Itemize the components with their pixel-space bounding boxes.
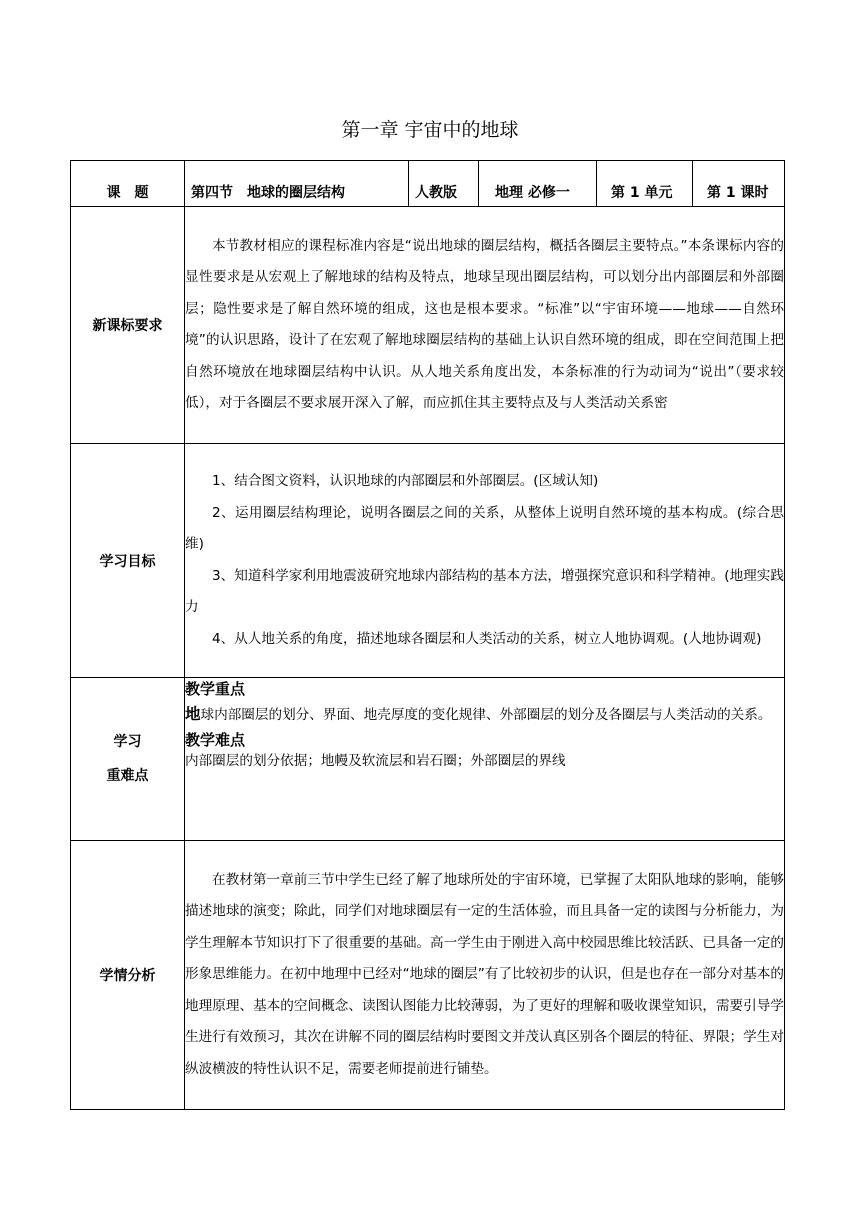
key-points-cell	[185, 678, 785, 841]
difficulty-title: 教学难点	[185, 731, 246, 749]
goals-cell	[185, 444, 785, 678]
goal-item: 3、知道科学家利用地震波研究地球内部结构的基本方法，增强探究意识和科学精神。(地理实践力	[185, 567, 784, 615]
analysis-row	[71, 841, 785, 1110]
key-points-label-line1: 学习	[113, 734, 142, 750]
chapter-title: 第一章 宇宙中的地球	[341, 119, 519, 141]
focus-title: 教学重点	[185, 680, 246, 698]
standards-row	[71, 207, 785, 444]
publisher: 人教版	[409, 161, 479, 207]
focus-paragraph	[185, 700, 784, 729]
focus-text: 球内部圈层的划分、界面、地壳厚度的变化规律、外部圈层的划分及各圈层与人类活动的关系。	[200, 707, 772, 723]
goal-item: 4、从人地关系的角度，描述地球各圈层和人类活动的关系，树立人地协调观。(人地协调观)	[212, 630, 762, 647]
key-points-row	[71, 678, 785, 841]
lesson-title: 第四节 地球的圈层结构	[185, 161, 409, 207]
key-points-label-line2: 重难点	[106, 768, 149, 784]
subject: 地理 必修一	[479, 161, 597, 207]
focus-first-char: 地	[185, 705, 201, 723]
analysis-text: 在教材第一章前三节中学生已经了解了地球所处的宇宙环境，已掌握了太阳队地球的影响，能够描述地球的演变；除此，同学们对地球圈层有一定的生活体验，而且具备一定的读图与分析能力，为学生理解本节知识打下了很重要的基础。高一学生由于刚进入高中校园思维比较活跃、已具备一定的形象思维能力。在初中地理中已经对“地球的圈层”有了比较初步的认识，但是也存在一部分对基本的地理原理、基本的空间概念、读图认图能力比较薄弱，为了更好的理解和吸收课堂知识，需要引导学生进行有效预习，其次在讲解不同的圈层结构时要图文并茂认真区别各个圈层的特征、界限；学生对纵波横波的特性认识不足，需要老师提前进行铺垫。	[185, 871, 784, 1077]
topic-label: 课 题	[71, 161, 185, 207]
goal-item: 2、运用圈层结构理论，说明各圈层之间的关系，从整体上说明自然环境的基本构成。(综合思维)	[185, 504, 784, 552]
period: 第 1 课时	[693, 161, 785, 207]
goals-label: 学习目标	[71, 444, 185, 678]
header-row	[71, 161, 785, 207]
difficulty-text: 内部圈层的划分依据；地幔及软流层和岩石圈；外部圈层的界线	[185, 753, 566, 769]
lesson-plan-table	[70, 160, 785, 1110]
standards-cell	[185, 207, 785, 444]
analysis-label: 学情分析	[71, 841, 185, 1110]
standards-label: 新课标要求	[71, 207, 185, 444]
key-points-label	[71, 678, 185, 841]
goals-row	[71, 444, 785, 678]
goal-item: 1、结合图文资料，认识地球的内部圈层和外部圈层。(区域认知)	[212, 473, 599, 489]
unit: 第 1 单元	[597, 161, 693, 207]
analysis-cell	[185, 841, 785, 1110]
standards-text: 本节教材相应的课程标准内容是“说出地球的圈层结构，概括各圈层主要特点。”本条课标内容的显性要求是从宏观上了解地球的结构及特点，地球呈现出圈层结构，可以划分出内部圈层和外部圈层；隐性要求是了解自然环境的组成，这也是根本要求。“标准”以“宇宙环境——地球——自然环境”的认识思路，设计了在宏观了解地球圈层结构的基础上认识自然环境的组成，即在空间范围上把自然环境放在地球圈层结构中认识。从人地关系角度出发，本条标准的行为动词为“说出”（要求较低），对于各圈层不要求展开深入了解，而应抓住其主要特点及与人类活动关系密	[185, 237, 784, 411]
